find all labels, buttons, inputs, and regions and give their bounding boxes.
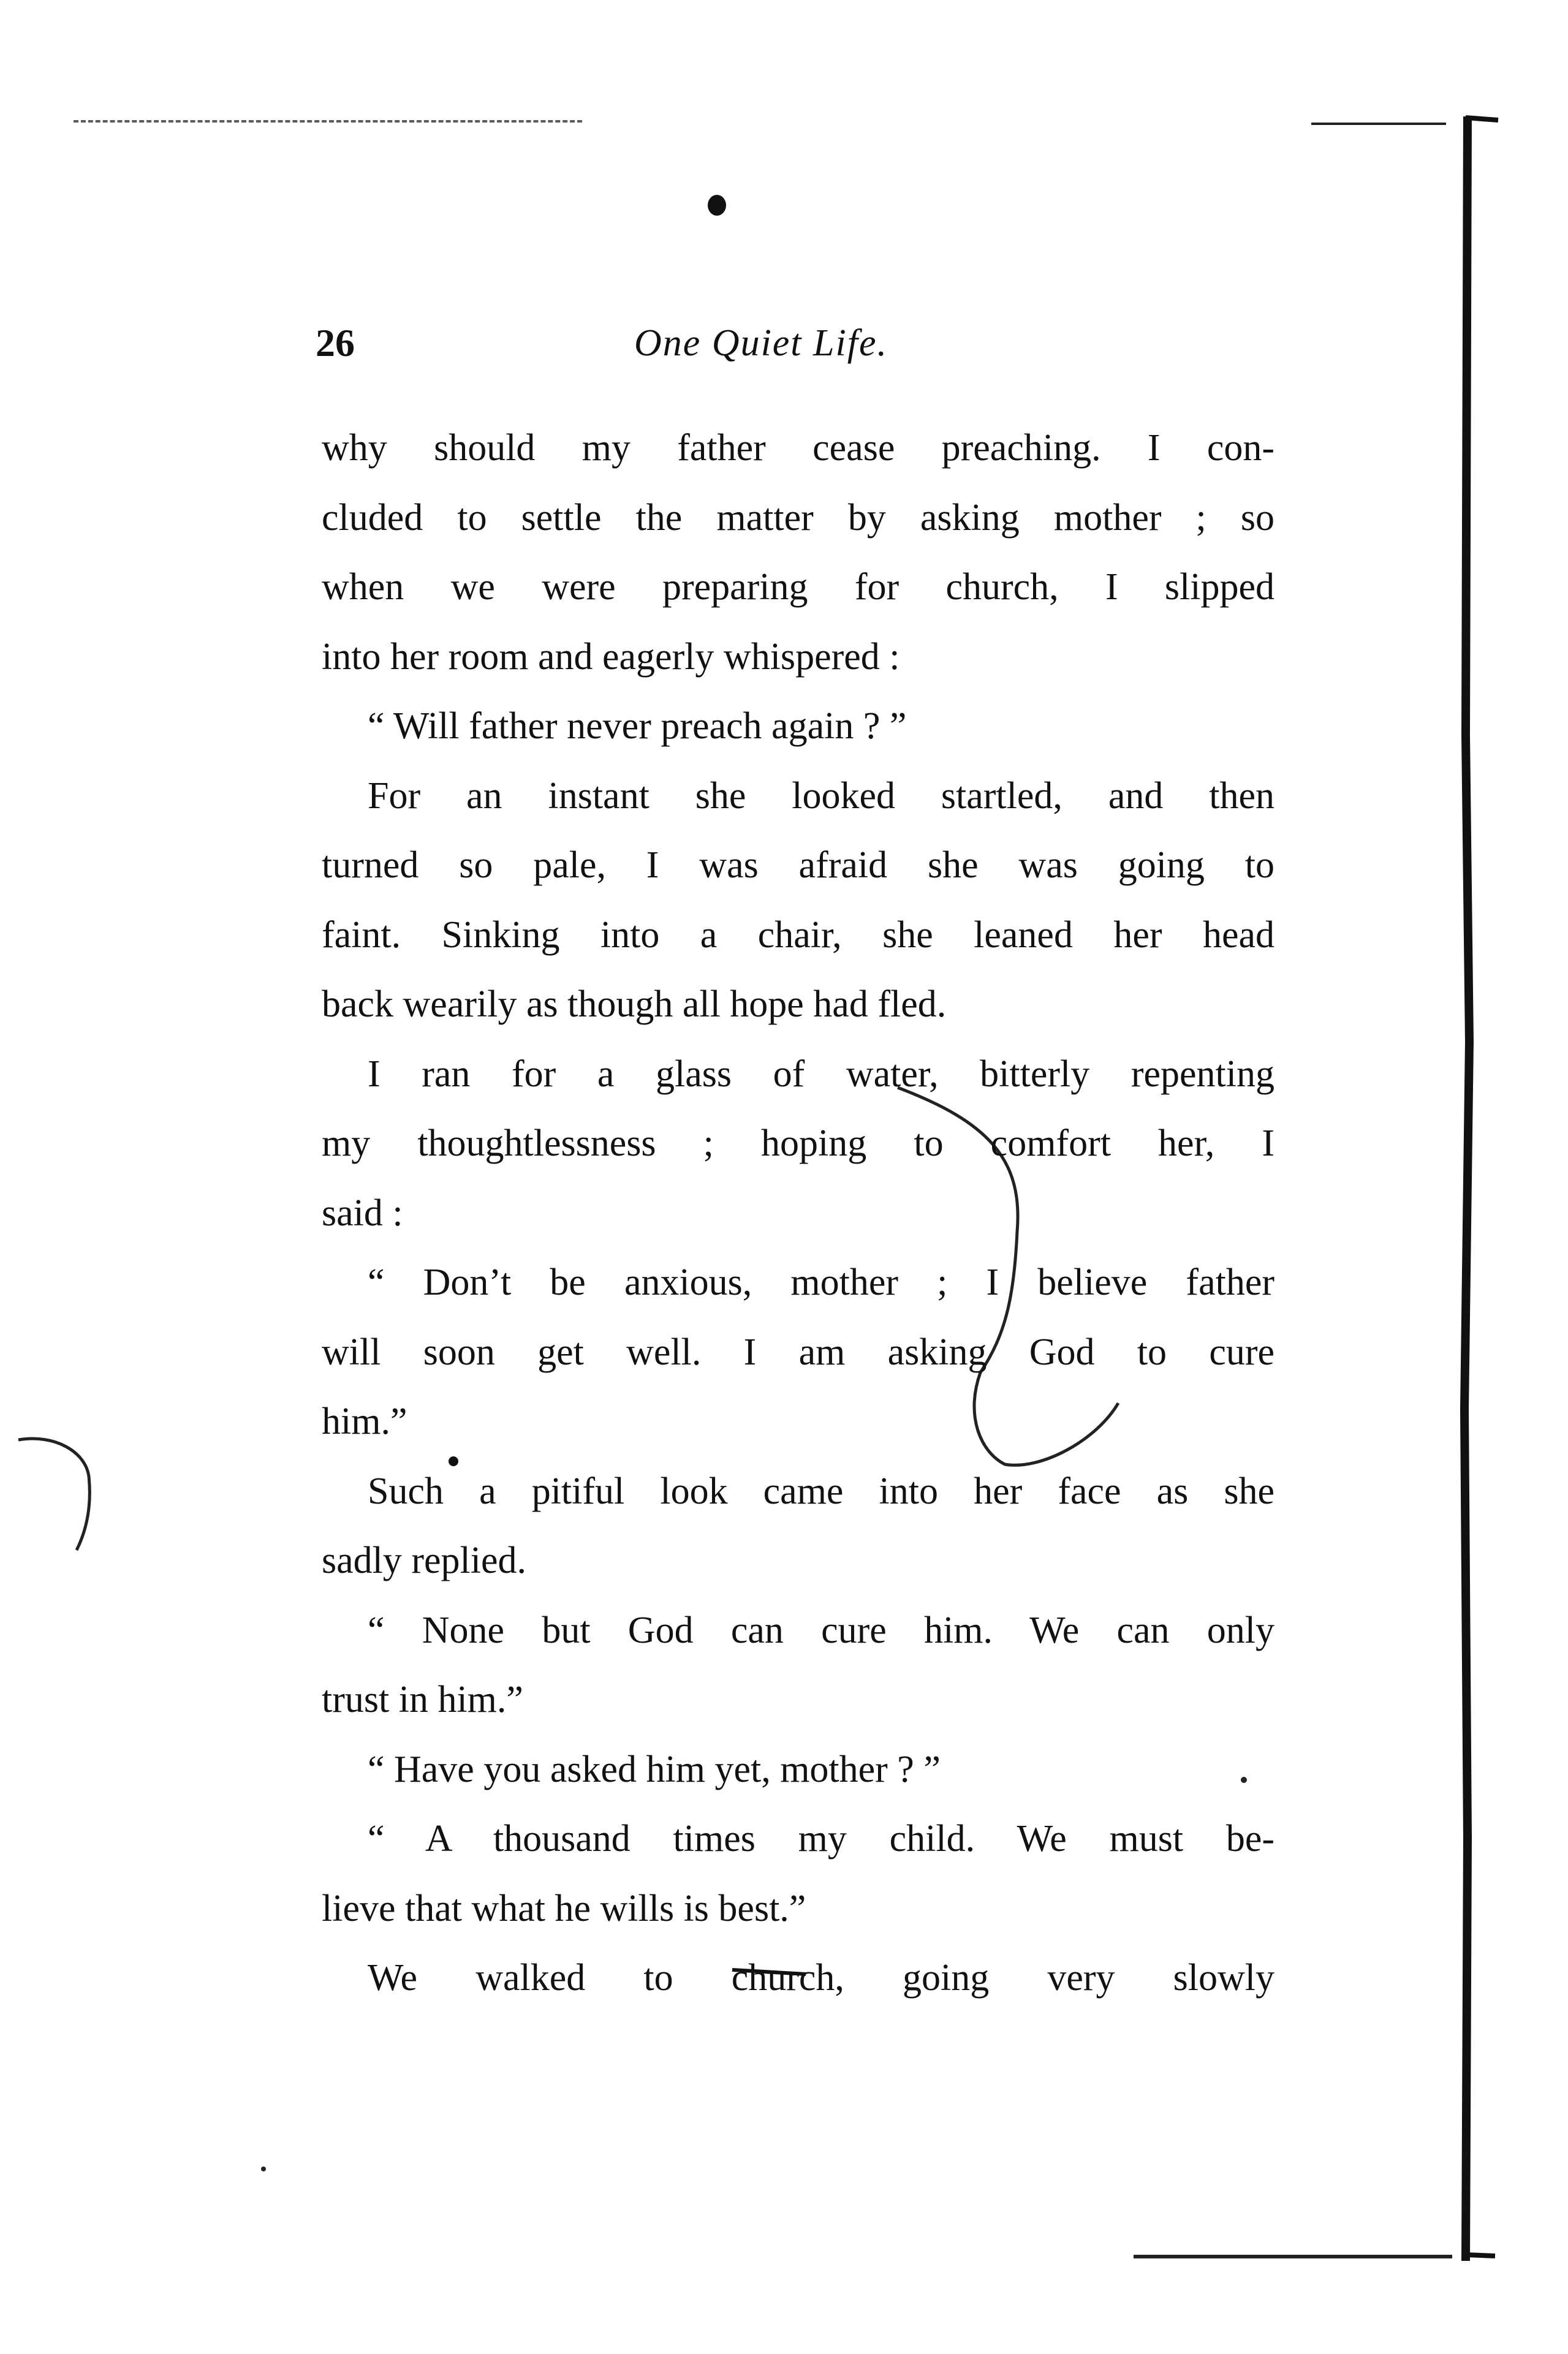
text-line: when we were preparing for church, I slipped	[322, 566, 1274, 608]
text-line: For an instant she looked startled, and then	[368, 774, 1274, 817]
text-line: “ Have you asked him yet, mother ? ”	[368, 1748, 941, 1790]
page-edge-foot	[1466, 2255, 1495, 2256]
running-title: One Quiet Life.	[634, 322, 888, 364]
stray-dot	[261, 2167, 266, 2171]
bottom-rule	[1134, 2255, 1452, 2258]
text-line: “ A thousand times my child. We must be-	[368, 1818, 1274, 1860]
page-edge-line	[1464, 116, 1469, 2261]
top-dashed-rule	[74, 120, 582, 123]
text-line: Such a pitiful look came into her face as she	[368, 1470, 1274, 1512]
page-edge-head	[1466, 118, 1498, 120]
text-line: We walked to church, going very slowly	[368, 1957, 1274, 1999]
text-line: said :	[322, 1192, 403, 1234]
top-right-rule	[1311, 123, 1446, 125]
text-line: faint. Sinking into a chair, she leaned her head	[322, 914, 1274, 956]
text-line: “ Will father never preach again ? ”	[368, 705, 907, 747]
text-line: why should my father cease preaching. I con-	[322, 427, 1274, 469]
running-head	[316, 309, 1278, 377]
text-line: back wearily as though all hope had fled.	[322, 983, 947, 1025]
text-line: turned so pale, I was afraid she was going to	[322, 844, 1274, 886]
text-line: trust in him.”	[322, 1679, 523, 1720]
text-line: him.”	[322, 1401, 407, 1442]
ornament-dot	[708, 195, 726, 216]
body-text	[322, 414, 1274, 2013]
page-number: 26	[316, 321, 355, 365]
left-margin-bracket	[18, 1439, 89, 1550]
text-line: cluded to settle the matter by asking mother ; so	[322, 496, 1274, 539]
text-line: “ Don’t be anxious, mother ; I believe father	[368, 1262, 1274, 1303]
text-line: my thoughtlessness ; hoping to comfort her, I	[322, 1122, 1274, 1164]
text-line: lieve that what he wills is best.”	[322, 1887, 806, 1929]
text-line: will soon get well. I am asking God to cure	[322, 1331, 1274, 1373]
text-line: “ None but God can cure him. We can only	[368, 1609, 1274, 1651]
text-line: sadly replied.	[322, 1540, 527, 1581]
text-line: I ran for a glass of water, bitterly repenting	[368, 1053, 1274, 1095]
text-line: into her room and eagerly whispered :	[322, 635, 900, 678]
